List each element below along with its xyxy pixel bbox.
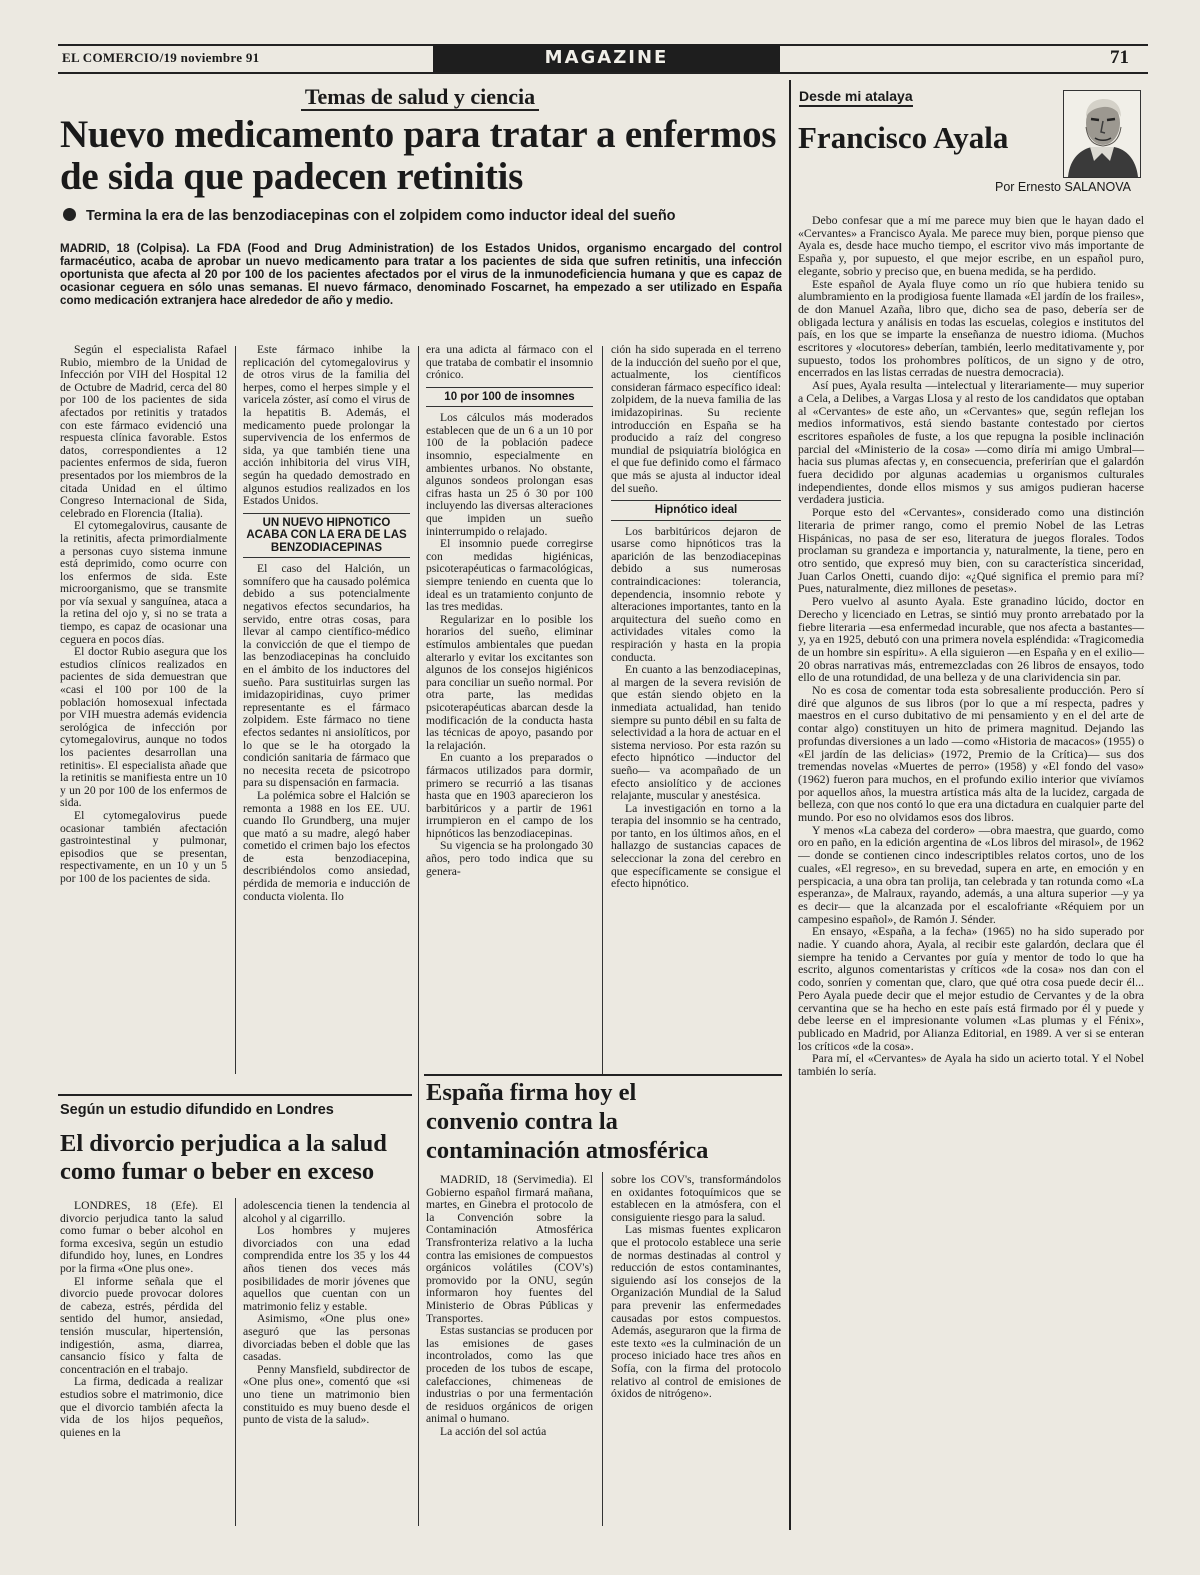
column-divider: [235, 346, 236, 1074]
divorce-column-1: [60, 1200, 223, 1439]
main-col1-paragraph: El cytomegalovirus puede ocasionar también afectación gastrointestinal y pulmonar, episodios que se presentan, respectivamente, en un 10 y un 5 por 100 de los pacientes de sida.: [60, 808, 227, 885]
main-col4-paragraph: ción ha sido superada en el terreno de la inducción del sueño por el que, actualmente, los científicos consideran fármaco específico ideal: zolpidem, de la nueva familia de las imidazopirinas. Su reciente introducción en España se ha producido a raíz del congreso mundial de psiquiatría biológica en el que fue definido como el fármaco que más se ajusta al inductor ideal del sueño.: [611, 343, 781, 495]
main-lead-paragraph: MADRID, 18 (Colpisa). La FDA (Food and Drug Administration) de los Estados Unidos, organismo encargado del control farmacéutico, acaba de aprobar un nuevo medicamento para tratar a los pacientes de sida que sufren retinitis, una infección oportunista que afecta al 20 por 100 de los pacientes afectados por el virus de la inmunodeficiencia humana y que es capaz de ocasionar ceguera en sólo unas semanas. El nuevo fármaco, denominado Foscarnet, ha empezado a ser utilizado en España como medicación extranjera hace alrededor de año y medio.: [60, 242, 782, 307]
main-subheading-new-hypnotic: UN NUEVO HIPNOTICO ACABA CON LA ERA DE LAS BENZODIACEPINAS: [243, 513, 410, 559]
divorce-col2-paragraph: Los hombres y mujeres divorciados con una edad comprendida entre los 35 y los 44 años tienen dos veces más posibilidades de morir jóvenes que aquellos que cuentan con un matrimonio feliz y estable.: [243, 1224, 410, 1313]
divorce-col2-paragraph: Penny Mansfield, subdirector de «One plus one», comentó que «si uno tiene un matrimonio bien constituido es muy bueno desde el punto de vista de la salud».: [243, 1362, 410, 1427]
divorce-col1-paragraph: El informe señala que el divorcio puede provocar dolores de cabeza, estrés, pérdida del sentido del humor, ansiedad, tensión muscular, hipertensión, indigestión, asma, diarrea, cansancio físico y falta de concentración en el trabajo.: [60, 1274, 223, 1376]
spain-column-1: [426, 1174, 593, 1438]
main-section-label: Temas de salud y ciencia: [301, 84, 539, 111]
main-col4-paragraph: La investigación en torno a la terapia del insomnio se ha centrado, por tanto, en los últimos años, en el hallazgo de sustancias capaces de seleccionar la zona del cerebro en que específicamente se consigue el efecto hipnótico.: [611, 801, 781, 891]
spain-col1-paragraph: Estas sustancias se producen por las emisiones de gases incontrolados, como las que proceden de los tubos de escape, calefacciones, chimeneas de industrias o por una fermentación de residuos orgánicos de origen animal o humano.: [426, 1324, 593, 1426]
main-col2-paragraph: La polémica sobre el Halción se remonta a 1988 en los EE. UU. cuando Ilo Grundberg, una mujer que mató a su madre, alegó haber cometido el crimen bajo los efectos de esta benzodiacepina, describiéndolos como ansiedad, pérdida de memoria e inducción de conducta violenta. Ilo: [243, 788, 410, 903]
column-paragraph: Pero vuelvo al asunto Ayala. Este granadino lúcido, doctor en Derecho y licenciado en Letras, se sintió muy pronto arrebatado por la fiebre literaria —esa enfermedad incurable, que nos afecta a bastantes— y, ya en 1925, debutó con una primera novela espléndida: «Tragicomedia de un hombre sin espíritu». A ella siguieron —en España y en el exilio— 20 obras narrativas más, entremezcladas con 26 libros de ensayos, todo ello de una rotundidad, de una belleza y de una clarividencia sin par.: [798, 594, 1144, 685]
spain-headline: [426, 1078, 786, 1165]
main-col3-paragraph: Regularizar en lo posible los horarios del sueño, eliminar estímulos ambientales que puedan alterarlo y evitar los excitantes son algunos de los consejos higiénicos para conciliar un sueño normal. Por otra parte, las medidas psicoterapéuticas abarcan desde la modificación de la conducta hasta las técnicas de apoyo, pasando por la relajación.: [426, 612, 593, 752]
main-column-2: [243, 344, 410, 903]
main-column-4: [611, 344, 781, 891]
divorce-headline: [60, 1130, 416, 1186]
divorce-rule: [58, 1094, 412, 1096]
column-kicker: Desde mi atalaya: [799, 88, 913, 107]
column-paragraph: Porque esto del «Cervantes», considerado como una distinción literaria de primer rango, como el premio Nobel de las Letras Hispánicas, no pasa de ser eso, literatura de juegos florales. Todos proclaman su grandeza e importancia y, naturalmente, la tiene, pero en otro sentido, que expresó muy bien, con su característica sinceridad, Juan Carlos Onetti, cuando dijo: «¿Qué significa el premio para mí? Pues, naturalmente, diez millones de pesetas».: [798, 505, 1144, 596]
main-col1-paragraph: El cytomegalovirus, causante de la retinitis, afecta primordialmente a personas cuyo sistema inmune está deprimido, como ocurre con los enfermos de sida. Este microorganismo, que se transmite por vía sexual y sanguínea, ataca a la retina del ojo y, si no se trata a tiempo, es capaz de ocasionar una ceguera en pocos días.: [60, 519, 227, 646]
main-subheading-ideal-hypnotic: Hipnótico ideal: [611, 500, 781, 521]
main-headline-line-2: de sida que padecen retinitis: [60, 155, 523, 198]
divorce-kicker: Según un estudio difundido en Londres: [60, 1102, 334, 1118]
spain-headline-line-2: convenio contra la: [426, 1108, 618, 1135]
main-col3-paragraph: Los cálculos más moderados establecen que de un 6 a un 10 por 100 de la población padece insomnio, especialmente en ambientes urbanos. No obstante, algunos sondeos prolongan esas cifras hasta un 25 ó 30 por 100 incluyendo las diversas alteraciones que impiden un sueño ininterrumpido o relajado.: [426, 411, 593, 538]
main-col4-paragraph: En cuanto a las benzodiacepinas, al margen de la severa revisión de que están siendo objeto en la inmediata actualidad, han tenido siempre su punto débil en su falta de selectividad a la hora de actuar en el sistema nervioso. Por esta razón su efecto hipnótico —inductor del sueño— va acompañado de un efecto ansiolítico y de acciones relajante, muscular y anestésica.: [611, 663, 781, 803]
column-divider: [602, 1172, 603, 1526]
main-col3-paragraph: Su vigencia se ha prolongado 30 años, pero todo indica que su genera-: [426, 839, 593, 878]
spain-col1-paragraph: La acción del sol actúa: [440, 1424, 547, 1438]
header-publication-date: EL COMERCIO/19 noviembre 91: [62, 50, 260, 65]
column-title: Francisco Ayala: [798, 120, 1009, 155]
main-section-label-wrap: [60, 84, 780, 110]
column-paragraph: Este español de Ayala fluye como un río que hubiera tenido su alumbramiento en la prodigiosa fuente llamada «El jardín de los frailes», de don Manuel Azaña, libro que, dicho sea de paso, debería ser de obligada lectura y análisis en todas las escuelas, colegios e institutos del país, en los que se imparte la enseñanza de nuestro idioma. (Muchos escritores y «locutores» deberían, también, leerlo meditativamente y, por supuesto, todos los prohombres políticos, de un signo y de otro, encerrados en las listas cerradas de nuestra democracia).: [798, 276, 1144, 380]
header-rule-bottom: [58, 72, 1148, 74]
column-divider: [602, 346, 603, 1074]
main-headline-line-1: Nuevo medicamento para tratar a enfermos: [60, 113, 777, 156]
author-portrait-photo: [1064, 91, 1140, 177]
column-body: [798, 214, 1144, 1078]
spain-headline-line-1: España firma hoy el: [426, 1079, 637, 1106]
main-subheading-insomnia: 10 por 100 de insomnes: [426, 387, 593, 408]
divorce-headline-line-2: como fumar o beber en exceso: [60, 1158, 375, 1185]
divorce-column-2: [243, 1200, 410, 1427]
spain-col2-paragraph: sobre los COV's, transformándolos en oxidantes fotoquímicos que se establecen en la atmósfera, con el consiguiente riesgo para la salud.: [611, 1173, 781, 1224]
spain-rule: [424, 1074, 782, 1076]
main-col1-paragraph: Según el especialista Rafael Rubio, miembro de la Unidad de Infección por VIH del Hospital 12 de Octubre de Madrid, cerca del 80 por 100 de los pacientes de sida afectados por retinitis y tratados con este fármaco evidenció una respuesta clínica favorable. Estos datos, correspondientes a 12 pacientes enfermos de sida, fueron presentados por los miembros de la citada Unidad en el último Congreso Internacional de Sida, celebrado en Florencia (Italia).: [60, 343, 227, 520]
column-byline: Por Ernesto SALANOVA: [995, 180, 1131, 194]
main-column-3: [426, 344, 593, 878]
column-divider: [418, 346, 419, 1526]
column-paragraph: Así pues, Ayala resulta —intelectual y literariamente— muy superior a Cela, a Delibes, a Vargas Llosa y al resto de los candidatos que optaban al «Cervantes» de este año, un «Cervantes» que, según reflejan los medios informativos, está siendo bastante contestado por ciertos escritores españoles de fuste, a los que repugna la posible inclinación parcial del «Ministerio de la cosa» —como diría mi amigo Umbral— hacia sus plumas afectas y, en consecuencia, preferirían que el galardón fuera decidido por algunas academias u organismos culturales independientes, donde ellos mismos y sus amigos pudieran hacerse verdadera justicia.: [798, 378, 1144, 507]
divorce-col1-paragraph: La firma, dedicada a realizar estudios sobre el matrimonio, dice que el divorcio también afecta la vida de los hijos pequeños, quienes en la: [60, 1375, 223, 1439]
main-col1-paragraph: El doctor Rubio asegura que los estudios clínicos realizados en pacientes de sida demuestran que «casi el 100 por 100 de la población homosexual infectada por VIH muestra además evidencia serológica de infección por cytomegalovirus, aunque no todos los pacientes desarrollan una retinitis». El especialista añade que la retinitis se manifiesta entre un 10 y un 20 por 100 de los enfermos de sida.: [60, 645, 227, 810]
main-col3-paragraph: El insomnio puede corregirse con medidas higiénicas, psicoterapéuticas o farmacológicas, siempre teniendo en cuenta que lo ideal es un tratamiento conjunto de las tres medidas.: [426, 537, 593, 614]
bullet-icon: [63, 208, 76, 221]
main-headline: [60, 114, 790, 198]
main-col3-paragraph: era una adicta al fármaco con el que trataba de combatir el insomnio crónico.: [426, 343, 593, 382]
divorce-col1-paragraph: LONDRES, 18 (Efe). El divorcio perjudica tanto la salud como fumar o beber alcohol en forma excesiva, según un estudio difundido hoy, lunes, en Londres por la firma «One plus one».: [60, 1199, 223, 1275]
main-col4-paragraph: Los barbitúricos dejaron de usarse como hipnóticos tras la aparición de las benzodiacepinas debido a sus numerosas contraindicaciones: tolerancia, dependencia, insomnio rebote y alteraciones importantes, tanto en la arquitectura del sueño como en actividades vitales como la respiración y hasta en la propia conducta.: [611, 524, 781, 664]
divorce-headline-line-1: El divorcio perjudica a la salud: [60, 1130, 387, 1157]
divorce-col2-paragraph: adolescencia tienen la tendencia al alcohol y al cigarrillo.: [243, 1199, 410, 1225]
column-paragraph: No es cosa de comentar toda esta sobresaliente producción. Pero sí diré que algunos de sus libros (por lo que a mí respecta, padres y maestros en el curso dubitativo de mi pensamiento y en el del arte de contar algo) constituyen un hito de primera magnitud. Dejando las profundas diversiones a un lado —como «Historia de macacos» (1955) o «El jardín de las delicias» (1972, Premio de la Crítica)— sus dos tremendas novelas «Muertes de perro» (1958) y «El fondo del vaso» (1962) fueron para muchos, en el profundo exilio interior que vivíamos por aquellos años, la muestra artística más alta de la lucidez, cargada de belleza, con que nos contó lo que era una dictadura en cualquier parte del mundo. Por eso no olvidamos esos dos libros.: [798, 683, 1144, 825]
main-subtitle: [63, 208, 783, 224]
header-section-band: MAGAZINE: [433, 44, 780, 72]
page-number: 71: [1110, 47, 1129, 68]
column-paragraph: Para mí, el «Cervantes» de Ayala ha sido un acierto total. Y el Nobel también lo sería.: [798, 1051, 1144, 1079]
column-paragraph: En ensayo, «España, a la fecha» (1965) no ha sido superado por nadie. Y cuando ahora, Ayala, al recibir este galardón, declara que él siempre ha tenido a Cervantes por guía y mentor de todo lo que ha escrito, algunos comentaristas y críticos «de la cosa» nos dan con el codo, sonríen y comentan que, claro, que qué otra cosa puede decir él... Pero Ayala puede decir que el mejor estudio de Cervantes y de la obra cervantina que se ha hecho en este país está firmado por él y puede y debe leerse en el impresionante volumen «Las plumas y el Fénix», publicado en Madrid, por Alianza Editorial, en 1989. A ver si se enteran los críticos «de la cosa».: [798, 924, 1144, 1053]
main-subtitle-text: Termina la era de las benzodiacepinas con el zolpidem como inductor ideal del sueño: [86, 208, 676, 224]
divorce-col2-paragraph: Asimismo, «One plus one» aseguró que las personas divorciadas beben el doble que las casadas.: [243, 1312, 410, 1364]
main-column-1: [60, 344, 227, 886]
spain-col1-paragraph: MADRID, 18 (Servimedia). El Gobierno español firmará mañana, martes, en Ginebra el protocolo de la Convención sobre la Contaminación Atmosférica Transfronteriza relativo a la lucha contra las emisiones de compuestos orgánicos volátiles (COV's) promovido por la ONU, según informaron hoy fuentes del Ministerio de Obras Públicas y Transportes.: [426, 1173, 593, 1325]
spain-column-2: [611, 1174, 781, 1401]
spain-headline-line-3: contaminación atmosférica: [426, 1137, 709, 1164]
column-paragraph: Y menos «La cabeza del cordero» —obra maestra, que guardo, como oro en paño, en la edición argentina de «Los libros del mirasol», de 1962— donde se contienen cinco indescriptibles relatos cortos, uno de los cuales, «El regreso», en su brevedad, supera en arte, en emoción y en perspicacia, a una obra tan prolija, tan celebrada y tan rotunda como «La esperanza», de Malraux, rayando, además, a una altura superior —y ya es decir— que la alcanzada por el escalofriante «Réquiem por un campesino español», de Ramón J. Sénder.: [798, 822, 1144, 926]
spain-col2-paragraph: Las mismas fuentes explicaron que el protocolo establece una serie de normas destinadas al control y reducción de estos contaminantes, siguiendo así los consejos de la Organización Mundial de la Salud para prevenir las enfermedades causadas por estos compuestos. Además, aseguraron que la firma de este texto «es la culminación de un proceso iniciado hace tres años en Sofía, con la firma del protocolo relativo al control de emisiones de óxidos de nitrógeno».: [611, 1223, 781, 1401]
main-col2-paragraph: Este fármaco inhibe la replicación del cytomegalovirus y de otros virus de la familia del herpes, como el herpes simple y el varicela zóster, así como el virus de la hepatitis B. Además, el medicamento puede prolongar la supervivencia de los enfermos de sida, ya que también tiene una acción inhibitoria del virus VIH, según ha quedado demostrado en algunos estudios realizados en los Estados Unidos.: [243, 343, 410, 508]
column-paragraph: Debo confesar que a mí me parece muy bien que le hayan dado el «Cervantes» a Francisco Ayala. Me parece muy bien, porque pienso que Ayala es, desde hace mucho tiempo, el escritor vivo más importante de España y, por supuesto, el que mejor escribe, en un español puro, elegante, sobrio y preciso que, en buena medida, se ha perdido.: [798, 213, 1144, 278]
author-portrait: [1063, 90, 1141, 178]
main-col2-paragraph: El caso del Halción, un somnífero que ha causado polémica debido a sus potencialmente negativos efectos secundarios, ha servido, entre otras cosas, para llevar al campo científico-médico la convicción de que el tiempo de las benzodiacepinas ha concluido en el ámbito de los inductores del sueño. Para sustituirlas surgen las imidazopiridinas, cuyo primer representante es el fármaco zolpidem. Este fármaco no tiene efectos sedantes ni ansiolíticos, por lo que se le ha otorgado la condición sanitaria de fármaco que no necesita receta de psicotropo para su dispensación en farmacia.: [243, 562, 410, 790]
column-divider: [235, 1198, 236, 1526]
section-divider: [789, 80, 791, 1530]
main-col3-paragraph: En cuanto a los preparados o fármacos utilizados para dormir, primero se recurrió a las tisanas hasta que en 1903 aparecieron los barbitúricos y a partir de 1961 irrumpieron en el campo de los hipnóticos las benzodiacepinas.: [426, 751, 593, 840]
